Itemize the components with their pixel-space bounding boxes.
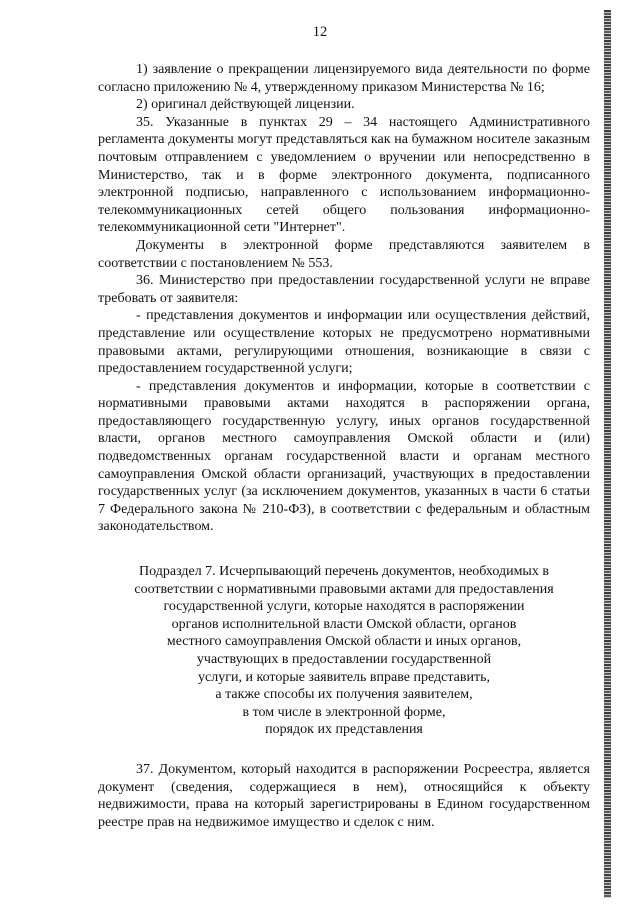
heading-line: органов исполнительной власти Омской области, органов xyxy=(171,616,517,632)
heading-line: а также способы их получения заявителем, xyxy=(215,687,473,703)
paragraph-37: 37. Документом, который находится в распоряжении Росреестра, является документ (сведения, содержащиеся в нем), относящийся к объекту недвижимости, права на который зарегистрированы в Едином государственном реестре прав на недвижимое имущество и сделок с ним. xyxy=(98,761,590,830)
heading-line: в том числе в электронной форме, xyxy=(242,704,446,720)
heading-line: местного самоуправления Омской области и иных органов, xyxy=(166,634,522,650)
heading-line: порядок их представления xyxy=(265,722,423,738)
document-body xyxy=(98,61,590,831)
heading-line: государственной услуги, которые находятся в распоряжении xyxy=(163,599,525,615)
paragraph-36: 36. Министерство при предоставлении государственной услуги не вправе требовать от заявителя: xyxy=(98,273,590,306)
page-number: 12 xyxy=(312,24,328,40)
paragraph-license-original: 2) оригинал действующей лицензии. xyxy=(136,97,355,113)
paragraph-electronic-docs: Документы в электронной форме представляются заявителем в соответствии с постановлением № 553. xyxy=(98,237,590,271)
heading-line: Подраздел 7. Исчерпывающий перечень документов, необходимых в xyxy=(139,564,549,580)
list-item-36-2: - представления документов и информации, которые в соответствии с нормативными правовыми актами находятся в распоряжении органа, предоставляющего государственную услугу, иных органов государственной власти, органов местного самоуправления Омской области и (или) подведомственных органам государственной власти и органам местного самоуправления Омской области организаций, участвующих в предоставлении государственных услуг (за исключением документов, указанных в части 6 статьи 7 Федерального закона № 210-ФЗ), в соответствии с федеральным и областным законодательством. xyxy=(98,378,590,535)
scan-edge-border xyxy=(604,10,611,898)
subsection-7-heading xyxy=(98,563,590,739)
heading-line: услуги, и которые заявитель вправе представить, xyxy=(198,669,490,685)
heading-line: участвующих в предоставлении государственной xyxy=(196,652,492,667)
heading-line: соответствии с нормативными правовыми актами для предоставления xyxy=(134,581,554,597)
paragraph-application-item: 1) заявление о прекращении лицензируемого вида деятельности по форме согласно приложению № 4, утвержденному приказом Министерства № 16; xyxy=(98,62,590,95)
paragraph-35: 35. Указанные в пунктах 29 – 34 настоящего Административного регламента документы могут представляться как на бумажном носителе заказным почтовым отправлением с уведомлением о вручении или непосредственно в Министерство, так и в форме электронного документа, подписанного электронной подписью, направленного с использованием информационно-телекоммуникационных сетей общего пользования информационно-телекоммуникационной сети "Интернет". xyxy=(98,114,590,236)
list-item-36-1: - представления документов и информации или осуществления действий, представление или осуществление которых не предусмотрено нормативными правовыми актами, регулирующими отношения, возникающие в связи с предоставлением государственной услуги; xyxy=(98,308,590,377)
